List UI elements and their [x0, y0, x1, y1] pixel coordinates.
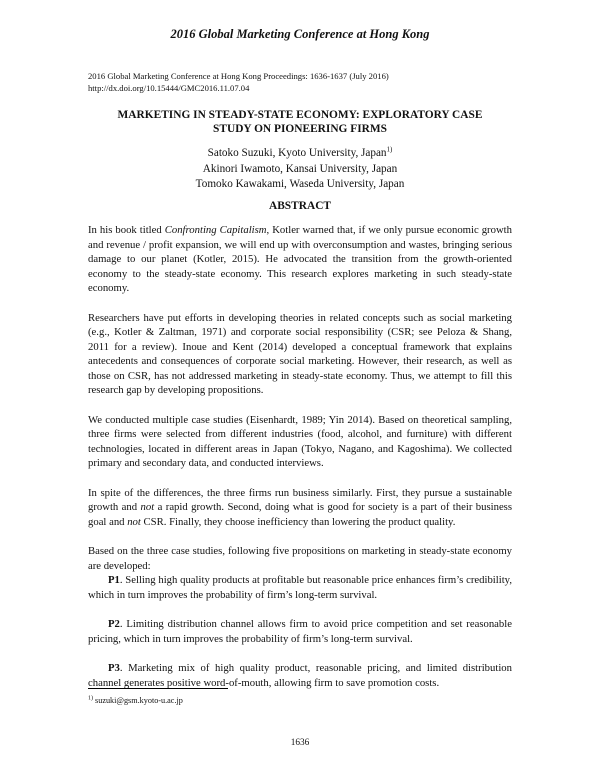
p4-text-a: In spite of the differences, the three firms run business similarly. First, they pursue a sustainable growth and [88, 486, 512, 513]
footnote-email[interactable]: suzuki@gsm.kyoto-u.ac.jp [93, 696, 183, 705]
proposition-3-label: P3 [108, 662, 120, 674]
footnote-marker: 1) [88, 695, 93, 702]
proceedings-info [88, 71, 528, 94]
p1-text-b: , Kotler warned that, if we only pursue economic growth and revenue / profit expansion, we will end up with overconsumption and wastes, bringing serious damage to our planet (Kotler, 2015). He advocated the transition from the growth-oriented economy to the steady-state economy. This research explores marketing in such steady-state economy. [88, 224, 512, 294]
proposition-1 [88, 573, 512, 602]
p4-text-c: CSR. Finally, they choose inefficiency than lowering the product quality. [140, 515, 456, 528]
proposition-3-text: . Marketing mix of high quality product, reasonable pricing, and limited distribution channel generates positive word-of-mouth, allowing firm to save promotion costs. [88, 662, 512, 689]
paragraph-2: Researchers have put efforts in developing theories in related concepts such as social marketing (e.g., Kotler & Zaltman, 1971) and corporate social responsibility (CSR; see Peloza & Shang, 2011 for a review). Inoue and Kent (2014) developed a conceptual framework that explains antecedents and consequences of corporate social marketing. However, their research, as well as those on CSR, has not addressed marketing in steady-state economy. Thus, we attempt to fill this research gap by developing propositions. [88, 311, 512, 396]
p4-emphasis-1: not [140, 501, 155, 513]
abstract-body [88, 223, 512, 705]
author-1 [60, 146, 540, 162]
proposition-2-text: . Limiting distribution channel allows firm to avoid price competition and set reasonable pricing, which in turn improves the probability of firm’s long-term survival. [88, 618, 512, 645]
author-list [60, 146, 540, 193]
p4-emphasis-2: not [127, 515, 141, 528]
author-3: Tomoko Kawakami, Waseda University, Japan [195, 178, 405, 190]
proposition-3 [88, 661, 512, 690]
page-number: 1636 [290, 738, 310, 748]
author-2: Akinori Iwamoto, Kansai University, Japan [202, 162, 398, 175]
paper-title [60, 108, 540, 136]
proposition-1-label: P1 [108, 574, 120, 586]
proposition-1-text: . Selling high quality products at profitable but reasonable price enhances firm’s credibility, which in turn improves the probability of firm’s long-term survival. [88, 574, 512, 601]
paragraph-4 [88, 486, 512, 530]
paragraph-1 [88, 223, 512, 296]
doi-link[interactable]: http://dx.doi.org/10.15444/GMC2016.11.07.04 [88, 82, 250, 93]
title-line-2: STUDY ON PIONEERING FIRMS [213, 123, 387, 135]
p4-text-b: a rapid growth. Second, doing what is good for society is a part of their business goal and [88, 501, 513, 528]
paragraph-5-intro: Based on the three case studies, following five propositions on marketing in steady-state economy are developed: [88, 545, 512, 572]
footnote-divider [88, 688, 228, 689]
author-1-text: Satoko Suzuki, Kyoto University, Japan [207, 147, 387, 159]
running-head: 2016 Global Marketing Conference at Hong Kong [170, 27, 430, 41]
p1-text-a: In his book titled [88, 224, 165, 236]
author-footnote-marker: 1) [386, 145, 393, 154]
proceedings-line: 2016 Global Marketing Conference at Hong Kong Proceedings: 1636-1637 (July 2016) [88, 71, 389, 81]
book-title: Confronting Capitalism [164, 224, 267, 236]
title-line-1: MARKETING IN STEADY-STATE ECONOMY: EXPLORATORY CASE [117, 109, 483, 121]
proposition-2-label: P2 [108, 618, 120, 630]
footnote [88, 696, 183, 705]
proposition-2 [88, 617, 512, 646]
paragraph-3: We conducted multiple case studies (Eisenhardt, 1989; Yin 2014). Based on theoretical sampling, three firms were selected from different industries (food, alcohol, and furniture) with different technologies, located in different areas in Japan (Tokyo, Nagano, and Kagoshima). We collected primary and secondary data, and conducted interviews. [88, 413, 512, 469]
abstract-heading: ABSTRACT [268, 200, 332, 212]
